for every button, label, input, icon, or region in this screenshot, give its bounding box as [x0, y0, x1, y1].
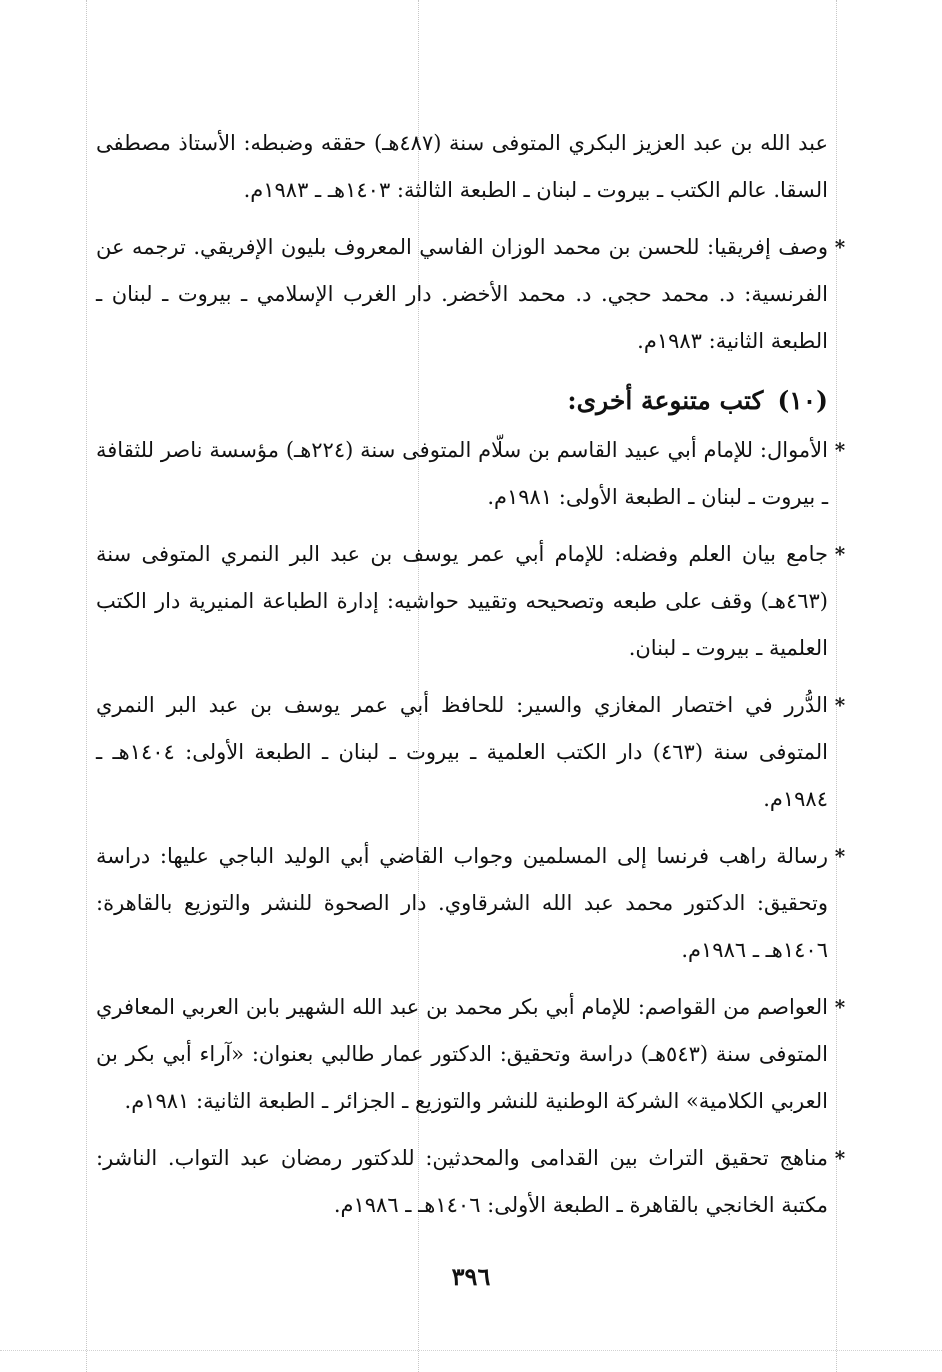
list-item [96, 531, 846, 672]
entry-text: الدُّرر في اختصار المغازي والسير: للحافظ أبي عمر يوسف بن عبد البر النمري المتوفى سنة (٤٦٣) دار الكتب العلمية ـ بيروت ـ لبنان ـ الطبعة الأولى: ١٤٠٤هـ ـ ١٩٨٤م. [96, 693, 828, 811]
bullet-asterisk: * [834, 438, 846, 462]
margin-guide-bottom [0, 1350, 942, 1351]
bullet-asterisk: * [834, 235, 846, 259]
margin-guide-left [86, 0, 87, 1372]
section-heading [96, 375, 828, 427]
entry-text: وصف إفريقيا: للحسن بن محمد الوزان الفاسي المعروف بليون الإفريقي. ترجمه عن الفرنسية: د. محمد حجي. د. محمد الأخضر. دار الغرب الإسلامي ـ بيروت ـ لبنان ـ الطبعة الثانية: ١٩٨٣م. [96, 235, 828, 353]
entry-text: مناهج تحقيق التراث بين القدامى والمحدثين: للدكتور رمضان عبد التواب. الناشر: مكتبة الخانجي بالقاهرة ـ الطبعة الأولى: ١٤٠٦هـ ـ ١٩٨٦م. [96, 1146, 828, 1217]
list-item [96, 427, 846, 521]
list-item [96, 224, 846, 365]
intro-paragraph: عبد الله بن عبد العزيز البكري المتوفى سنة (٤٨٧هـ) حققه وضبطه: الأستاذ مصطفى السقا. عالم الكتب ـ بيروت ـ لبنان ـ الطبعة الثالثة: ١٤٠٣هـ ـ ١٩٨٣م. [96, 131, 828, 202]
entry-text: رسالة راهب فرنسا إلى المسلمين وجواب القاضي أبي الوليد الباجي عليها: دراسة وتحقيق: الدكتور محمد عبد الله الشرقاوي. دار الصحوة للنشر والتوزيع بالقاهرة: ١٤٠٦هـ ـ ١٩٨٦م. [96, 844, 828, 962]
page-number: ٣٩٦ [451, 1262, 491, 1291]
entry-text: العواصم من القواصم: للإمام أبي بكر محمد بن عبد الله الشهير بابن العربي المعافري المتوفى سنة (٥٤٣هـ) دراسة وتحقيق: الدكتور عمار طالبي بعنوان: «آراء أبي بكر بن العربي الكلامية» الشركة الوطنية للنشر والتوزيع ـ الجزائر ـ الطبعة الثانية: ١٩٨١م. [96, 995, 829, 1113]
list-item [96, 833, 846, 974]
book-page [96, 120, 846, 1239]
section-title: كتب متنوعة أخرى: [567, 386, 764, 415]
bullet-asterisk: * [834, 542, 846, 566]
bullet-asterisk: * [834, 995, 846, 1019]
entry-text: جامع بيان العلم وفضله: للإمام أبي عمر يوسف بن عبد البر النمري المتوفى سنة (٤٦٣هـ) وقف على طبعه وتصحيحه وتقييد حواشيه: إدارة الطباعة المنيرية دار الكتب العلمية ـ بيروت ـ لبنان. [96, 542, 828, 660]
section-number: (١٠) [777, 386, 828, 415]
bullet-asterisk: * [834, 1146, 846, 1170]
bullet-asterisk: * [834, 693, 846, 717]
list-item [96, 682, 846, 823]
list-item [96, 1135, 846, 1229]
list-item [96, 984, 846, 1125]
entry-text: الأموال: للإمام أبي عبيد القاسم بن سلّام المتوفى سنة (٢٢٤هـ) مؤسسة ناصر للثقافة ـ بيروت ـ لبنان ـ الطبعة الأولى: ١٩٨١م. [96, 438, 828, 509]
bullet-asterisk: * [834, 844, 846, 868]
